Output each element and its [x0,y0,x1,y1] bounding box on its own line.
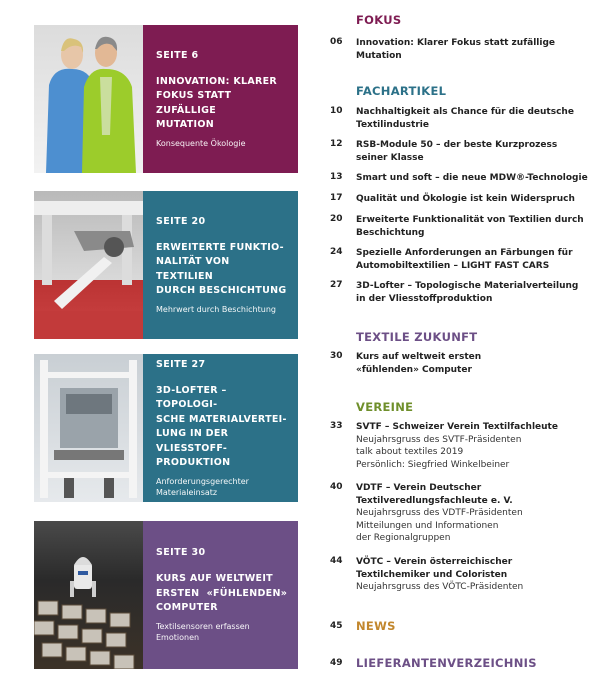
feature-info [143,191,298,339]
toc-entry[interactable] [330,172,592,185]
feature-title-line: 3D-LOFTER – TOPOLOGI- [156,384,227,410]
section-heading-vereine: VEREINE [356,400,414,414]
toc-entry-text [356,247,592,272]
feature-info [143,521,298,669]
feature-subtitle-line: Mehrwert durch Beschichtung [156,304,276,314]
feature-photo-lofter-machine [34,354,143,502]
toc-detail-line: Neujahrsgruss des SVTF-Präsidenten [356,434,522,445]
toc-title-line: Erweiterte Funktionalität von Textilien durch [356,215,584,225]
feature-title [156,241,288,299]
feature-photo-robot-figure [34,521,143,669]
toc-title-line: in der Vliesstoffproduktion [356,293,493,304]
toc-entry[interactable] [330,556,592,594]
toc-title-line: «fühlenden» Computer [356,364,472,375]
toc-page-number: 27 [330,280,343,290]
feature-subtitle [156,138,288,149]
toc-page-number: 30 [330,351,343,361]
feature-subtitle [156,621,288,643]
toc-title-line: Automobiltextilien – LIGHT FAST CARS [356,260,550,271]
toc-entry-text [356,421,592,471]
section-heading-news: NEWS [356,619,396,633]
feature-title [156,384,288,471]
toc-title-line: Smart und soft – die neue MDW®-Technologie [356,173,588,183]
feature-page: SEITE 27 [156,358,206,370]
toc-entry-news[interactable] [330,620,592,633]
toc-title-line: Kurs auf weltweit ersten [356,352,482,362]
feature-subtitle [156,304,288,315]
feature-title-line: ERSTEN «FÜHLENDEN» [156,587,288,599]
toc-entry[interactable] [330,280,592,305]
feature-title-line: MUTATION [156,119,214,130]
toc-page-number: 33 [330,421,343,431]
toc-title-line: 3D-Lofter – Topologische Materialverteilung [356,281,579,291]
toc-title-line: Mutation [356,50,402,61]
feature-subtitle [156,476,288,498]
toc-page-number: 17 [330,193,343,203]
toc-entry[interactable] [330,214,592,239]
feature-title-line: LUNG IN DER VLIESSTOFF- [156,428,229,454]
feature-page: SEITE 6 [156,49,199,61]
toc-page-number: 44 [330,556,343,566]
feature-seite-6[interactable] [34,25,298,173]
toc-detail-line: talk about textiles 2019 [356,447,464,457]
toc-title-line: seiner Klasse [356,152,424,163]
feature-photo-coating-machine [34,191,143,339]
section-heading-fachartikel: FACHARTIKEL [356,84,447,98]
toc-entry-text [356,280,592,305]
toc-title-line: Textilchemiker und Coloristen [356,569,508,580]
feature-title-line: PRODUKTION [156,457,231,468]
section-heading-lieferantenverzeichnis: LIEFERANTENVERZEICHNIS [356,656,537,670]
feature-seite-27[interactable] [34,354,298,502]
toc-detail-line: der Regionalgruppen [356,533,451,543]
toc-entry-text [356,214,592,239]
toc-entry-text [356,139,592,164]
toc-entry[interactable] [330,37,592,62]
feature-photo-couple [34,25,143,173]
feature-title-line: COMPUTER [156,602,218,614]
toc-page-number: 40 [330,482,343,492]
feature-subtitle-line: Materialeinsatz [156,487,218,497]
feature-subtitle-line: Konsequente Ökologie [156,138,246,148]
feature-seite-20[interactable] [34,191,298,339]
toc-entry[interactable] [330,482,592,545]
feature-page: SEITE 30 [156,547,206,559]
feature-title-line: DURCH BESCHICHTUNG [156,285,287,296]
toc-detail-line: Persönlich: Siegfried Winkelbeiner [356,459,510,470]
toc-page-number: 06 [330,37,343,47]
toc-page-number: 12 [330,139,343,149]
feature-title-line: INNOVATION: KLARER [156,75,278,87]
feature-seite-30[interactable] [34,521,298,669]
toc-entry-lieferanten[interactable] [330,657,592,670]
feature-title-line: NALITÄT VON TEXTILIEN [156,256,230,282]
toc-entry-text [356,172,592,185]
toc-entry-text [356,556,592,594]
section-heading-textile-zukunft: TEXTILE ZUKUNFT [356,330,478,344]
feature-title [156,75,288,133]
toc-title-line: RSB-Module 50 – der beste Kurzprozess [356,140,558,150]
toc-title-line: SVTF – Schweizer Verein Textilfachleute [356,422,558,432]
toc-entry[interactable] [330,247,592,272]
toc-entry-text [356,351,592,376]
section-heading-fokus: FOKUS [356,13,402,27]
toc-entry[interactable] [330,193,592,206]
toc-entry-text [356,106,592,131]
toc-page-number: 45 [330,621,343,632]
toc-entry[interactable] [330,106,592,131]
toc-title-line: VÖTC – Verein österreichischer [356,557,513,567]
toc-detail-line: Neujahrsgruss des VDTF-Präsidenten [356,508,523,518]
toc-entry[interactable] [330,139,592,164]
toc-entry-text [356,193,592,206]
toc-entry-text [356,37,592,62]
feature-page: SEITE 20 [156,215,206,227]
feature-title-line: KURS AUF WELTWEIT [156,573,273,585]
toc-title-line: Textilveredlungsfachleute e. V. [356,495,513,506]
feature-subtitle-line: Anforderungsgerechter [156,476,249,486]
toc-title-line: Beschichtung [356,227,425,238]
feature-info [143,354,298,502]
feature-title [156,572,288,616]
feature-subtitle-line: Textilsensoren erfassen Emotionen [156,621,250,642]
toc-title-line: Textilindustrie [356,119,429,130]
toc-page-number: 49 [330,658,343,669]
toc-detail-line: Mitteilungen und Informationen [356,520,499,531]
feature-info [143,25,298,173]
toc-page-number: 20 [330,214,343,224]
toc-entry[interactable] [330,421,592,471]
toc-entry-text [356,482,592,545]
feature-title-line: ERWEITERTE FUNKTIO- [156,241,284,253]
feature-title-line: FOKUS STATT ZUFÄLLIGE [156,90,232,116]
toc-title-line: Qualität und Ökologie ist kein Widerspruch [356,194,575,204]
toc-entry[interactable] [330,351,592,376]
toc-detail-line: Neujahrsgruss des VÖTC-Präsidenten [356,582,524,592]
toc-title-line: Spezielle Anforderungen an Färbungen für [356,248,573,258]
toc-title-line: VDTF – Verein Deutscher [356,483,482,493]
toc-title-line: Innovation: Klarer Fokus statt zufällige [356,38,555,48]
toc-page-number: 24 [330,247,343,257]
toc-page-number: 10 [330,106,343,116]
toc-page-number: 13 [330,172,343,182]
toc-title-line: Nachhaltigkeit als Chance für die deutsche [356,107,574,117]
feature-title-line: SCHE MATERIALVERTEI- [156,413,287,425]
